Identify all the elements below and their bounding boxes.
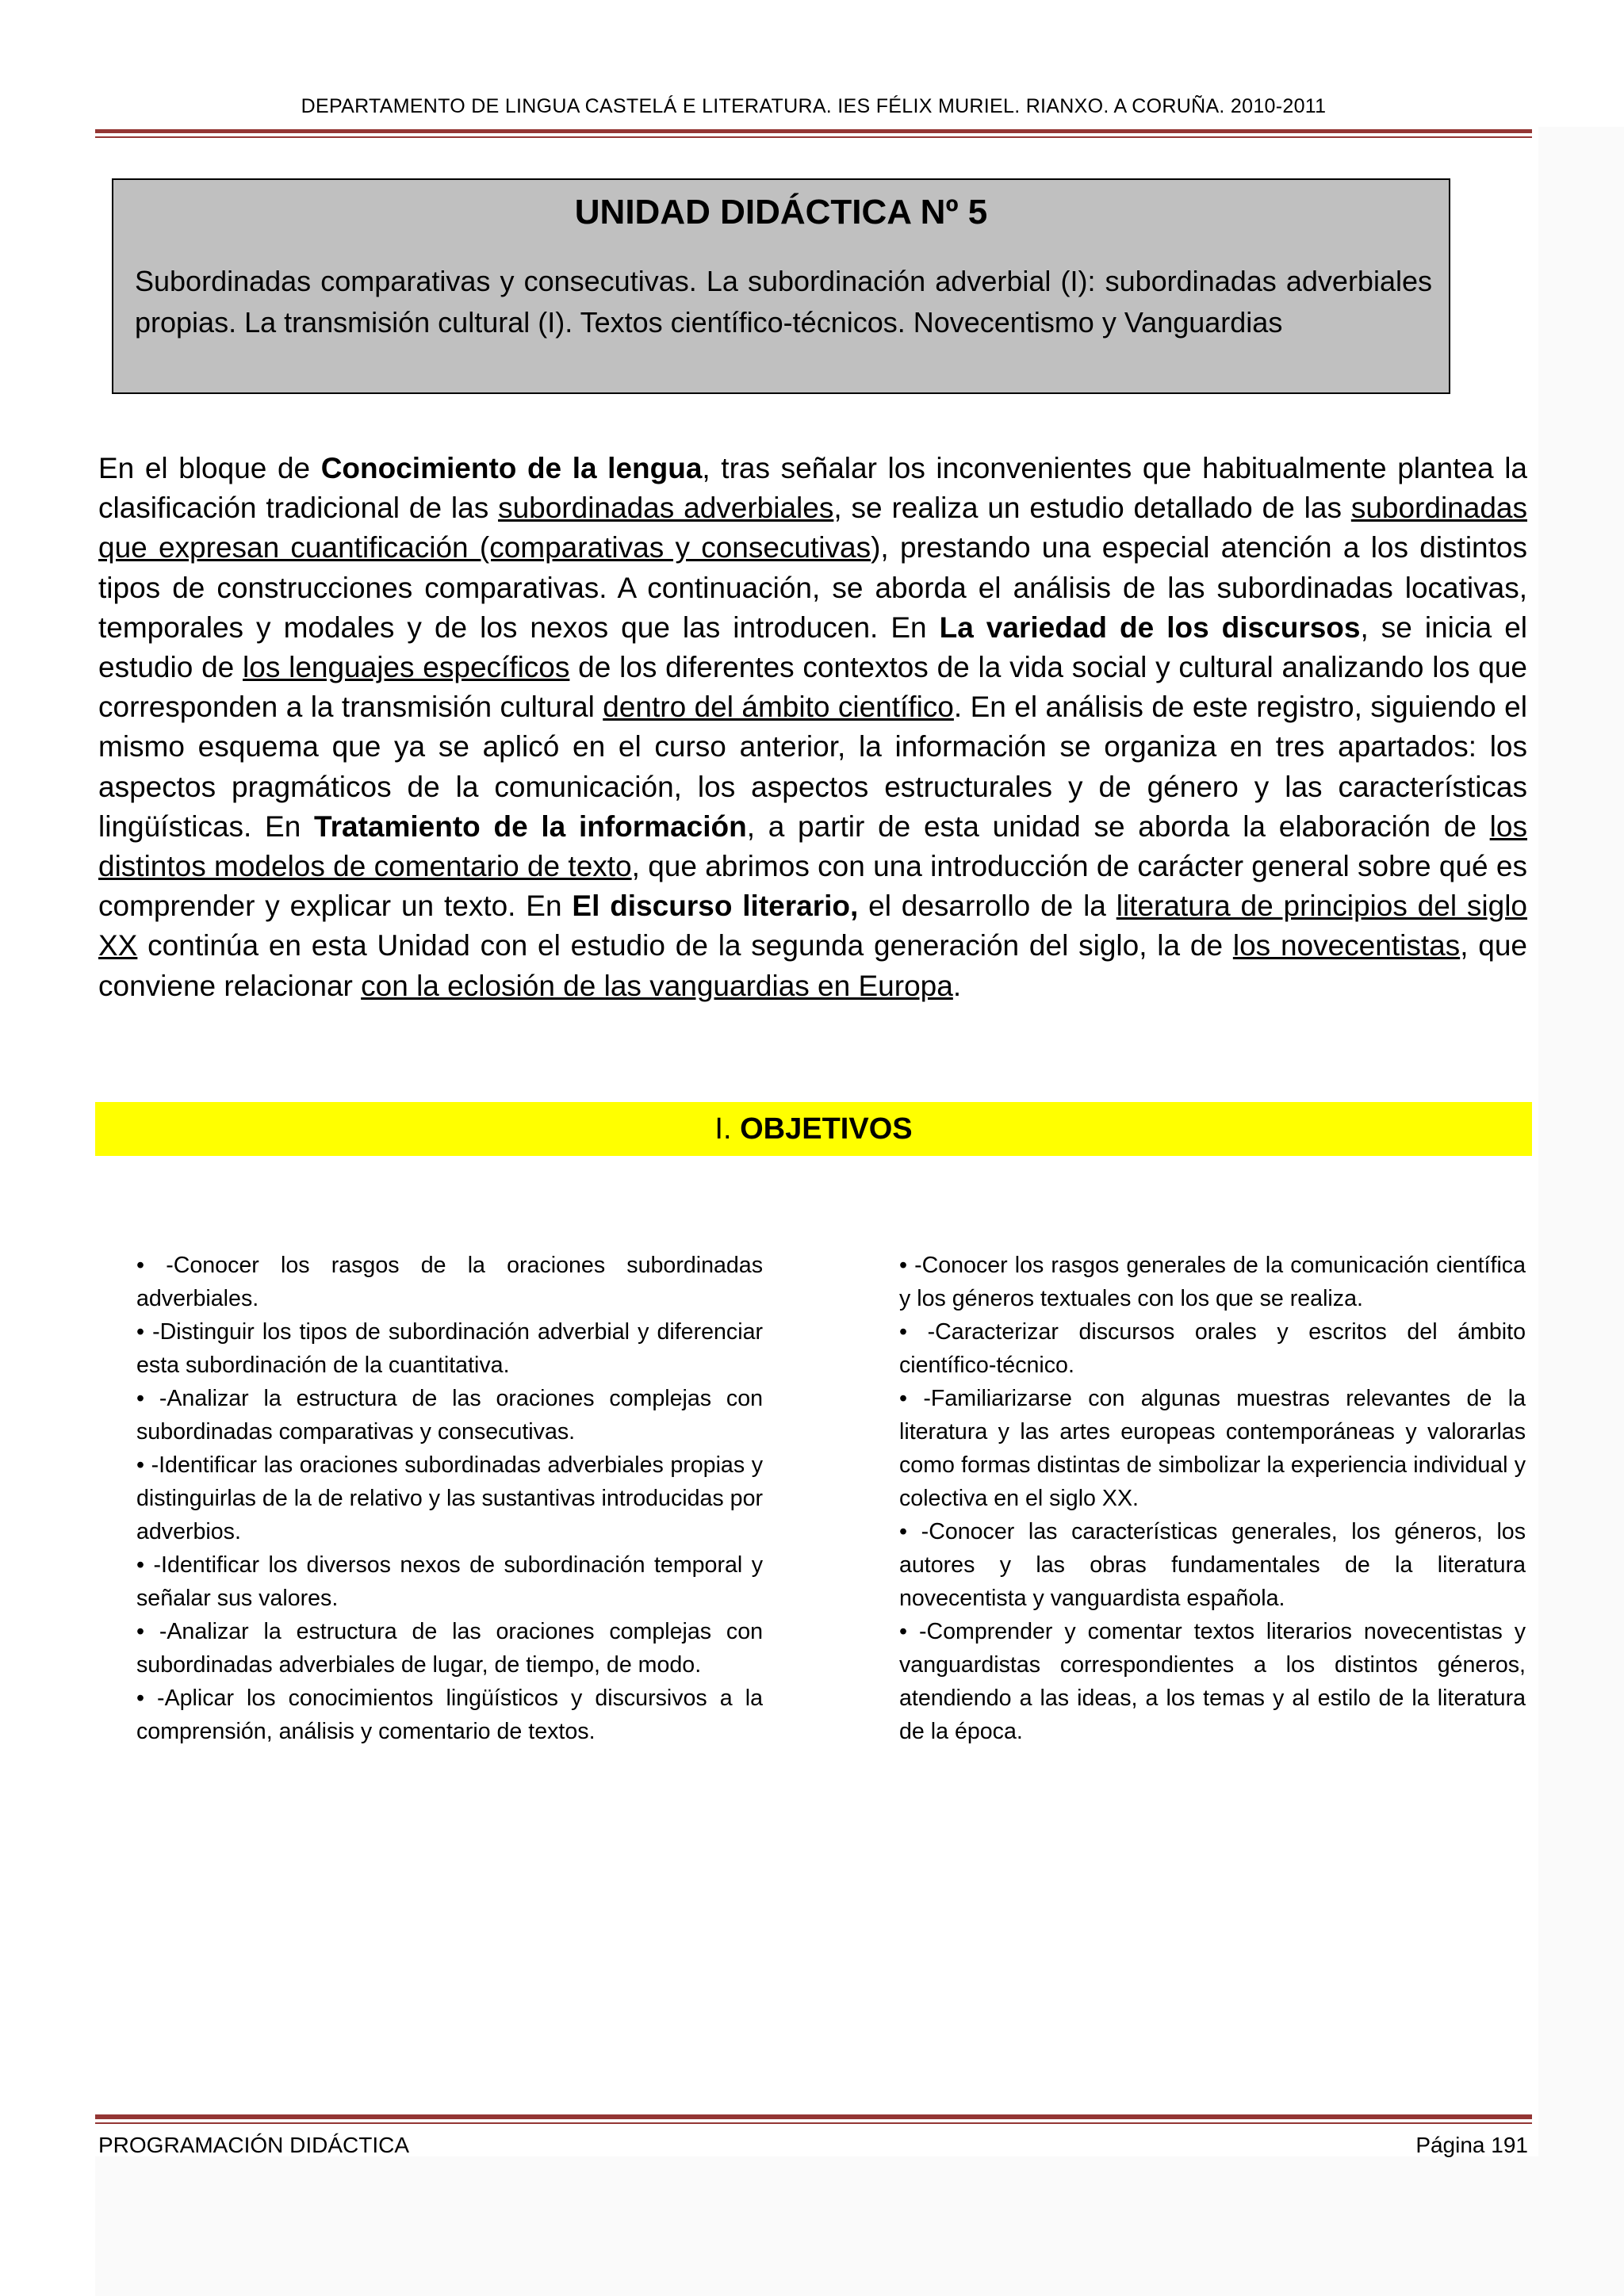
intro-text: ), prestando una especial atención a los distintos tipos de construcciones comparativas. A continuación, se aborda el análisis de las subordinadas locativas, temporales y modales y de los nexos que las introducen. En: [98, 531, 1527, 644]
intro-text: el desarrollo de la: [858, 890, 1116, 923]
objective-item: • -Conocer las características generales, los géneros, los autores y las obras fundamentales de la literatura novecentista y vanguardista española.: [899, 1519, 1526, 1611]
footer-rule-thin: [95, 2122, 1532, 2124]
objective-item: • -Familiarizarse con algunas muestras relevantes de la literatura y las artes europeas contemporáneas y valorarlas como formas distintas de simbolizar la experiencia individual y colectiva en el siglo XX.: [899, 1386, 1526, 1511]
intro-paragraph: [98, 449, 1527, 1006]
intro-underline: con la eclosión de las vanguardias en Europa: [361, 969, 953, 1002]
objective-item: • -Identificar las oraciones subordinadas adverbiales propias y distinguirlas de la de relativo y las sustantivas introducidas por adverbios.: [136, 1452, 763, 1544]
intro-text: de los diferentes contextos de la vida social y cultural analizando los que corresponden a la transmisión cultural: [98, 651, 1528, 724]
page-bottom-shade: [95, 2156, 1624, 2296]
objectives-right-column: [899, 1249, 1526, 1748]
unit-subtitle: Subordinadas comparativas y consecutivas. La subordinación adverbial (I): subordinadas adverbiales propias. La transmisión cultural (I). Textos científico-técnicos. Novecentismo y Vanguardias: [135, 265, 1432, 339]
intro-bold: La variedad de los discursos: [939, 610, 1361, 644]
intro-underline: los lenguajes específicos: [243, 651, 570, 684]
objective-item: • -Analizar la estructura de las oraciones complejas con subordinadas adverbiales de lugar, de tiempo, de modo.: [136, 1619, 763, 1678]
intro-underline: los novecentistas: [1232, 929, 1461, 962]
header-rule: [95, 129, 1532, 133]
intro-underline: subordinadas adverbiales: [498, 492, 834, 525]
intro-text: , tras señalar los inconvenientes que habitualmente plantea la clasificación tradicional de las: [98, 452, 1527, 525]
page-header: DEPARTAMENTO DE LINGUA CASTELÁ E LITERATURA. IES FÉLIX MURIEL. RIANXO. A CORUÑA. 2010-2011: [301, 95, 1327, 117]
intro-text: , a partir de esta unidad se aborda la elaboración de: [746, 809, 1490, 843]
intro-bold: Conocimiento de la lengua: [320, 452, 703, 484]
footer-title: PROGRAMACIÓN DIDÁCTICA: [98, 2133, 410, 2157]
objectives-roman: I.: [714, 1112, 732, 1146]
objectives-left-column: [136, 1249, 763, 1748]
intro-bold: El discurso literario,: [572, 890, 859, 923]
intro-text: , se realiza un estudio detallado de las: [833, 492, 1351, 525]
intro-underline: los distintos modelos de comentario de texto: [98, 809, 1527, 883]
unit-title-box: [112, 178, 1450, 394]
objective-item: • -Distinguir los tipos de subordinación adverbial y diferenciar esta subordinación de la cuantitativa.: [136, 1319, 763, 1378]
objective-item: • -Analizar la estructura de las oraciones complejas con subordinadas comparativas y consecutivas.: [136, 1386, 763, 1445]
objective-item: • -Caracterizar discursos orales y escritos del ámbito científico-técnico.: [899, 1319, 1526, 1378]
intro-underline: literatura de principios del siglo XX: [98, 890, 1527, 962]
intro-text: continúa en esta Unidad con el estudio de la segunda generación del siglo, la de: [137, 929, 1233, 962]
footer-rule: [95, 2114, 1532, 2119]
intro-text: En el bloque de: [98, 452, 321, 484]
intro-underline: dentro del ámbito científico: [603, 691, 954, 724]
unit-title: UNIDAD DIDÁCTICA Nº 5: [574, 193, 988, 232]
objective-item: • -Conocer los rasgos de la oraciones subordinadas adverbiales.: [136, 1253, 763, 1311]
objective-item: • -Aplicar los conocimientos lingüísticos y discursivos a la comprensión, análisis y comentario de textos.: [136, 1686, 763, 1744]
intro-text: , que abrimos con una introducción de carácter general sobre qué es comprender y explicar un texto. En: [98, 850, 1527, 923]
intro-text: , que conviene relacionar: [98, 929, 1527, 1002]
objective-item: • -Comprender y comentar textos literarios novecentistas y vanguardistas correspondientes a los distintos géneros, atendiendo a las ideas, a los temas y al estilo de la literatura de la época.: [899, 1619, 1526, 1744]
intro-underline: subordinadas que expresan cuantificación (comparativas y consecutivas: [98, 492, 1527, 564]
objectives-heading: OBJETIVOS: [740, 1112, 913, 1146]
page-number: Página 191: [1415, 2133, 1528, 2157]
intro-text: , se inicia el estudio de: [98, 610, 1528, 684]
header-rule-thin: [95, 136, 1532, 138]
page-edge-shade: [1538, 127, 1624, 2296]
objectives-banner: [95, 1102, 1532, 1156]
intro-text: .: [952, 969, 962, 1002]
intro-bold: Tratamiento de la información: [314, 809, 747, 843]
objective-item: • -Identificar los diversos nexos de subordinación temporal y señalar sus valores.: [136, 1552, 763, 1611]
objective-item: • -Conocer los rasgos generales de la comunicación científica y los géneros textuales con los que se realiza.: [899, 1253, 1526, 1311]
intro-text: . En el análisis de este registro, siguiendo el mismo esquema que ya se aplicó en el curso anterior, la información se organiza en tres apartados: los aspectos pragmáticos de la comunicación, los aspectos estructurales y de género y las características lingüísticas. En: [98, 691, 1527, 843]
